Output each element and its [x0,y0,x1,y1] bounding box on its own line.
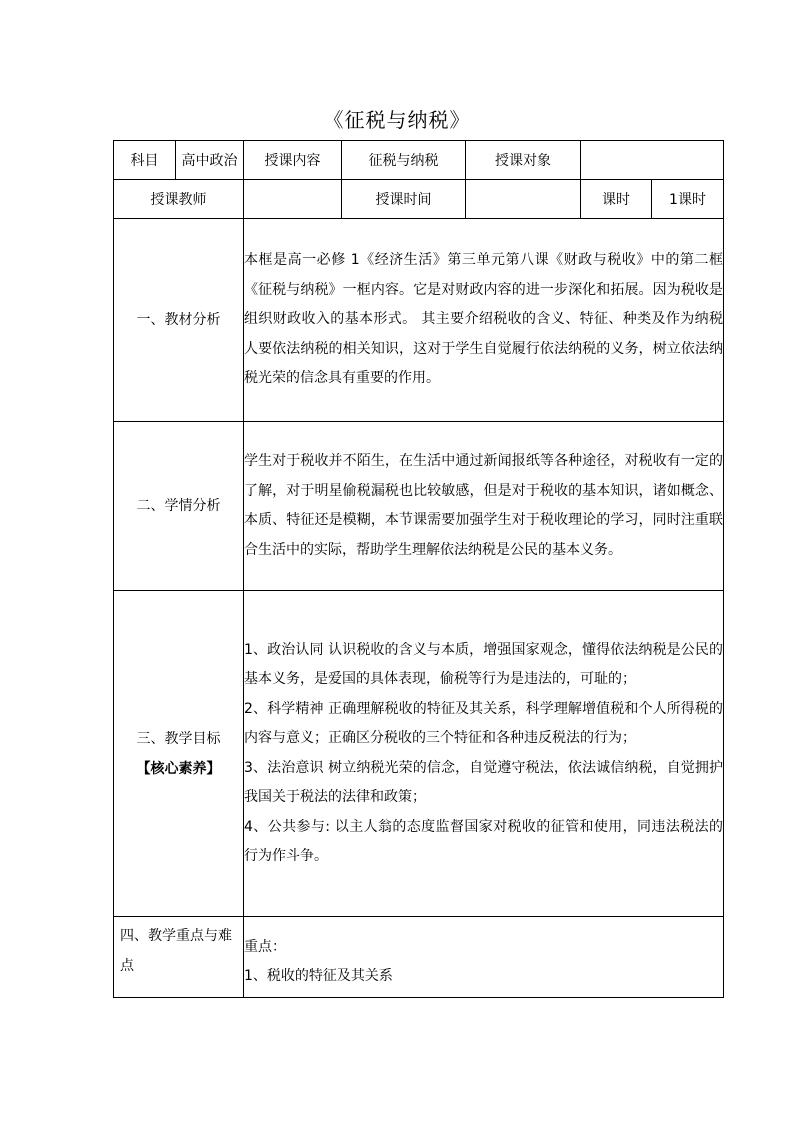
goal-item: 1、政治认同 认识税收的含义与本质，增强国家观念，懂得依法纳税是公民的基本义务，是爱国的具体表现，偷税等行为是违法的，可耻的； [244,641,723,687]
textbook-analysis-text: 本框是高一必修 1《经济生活》第三单元第八课《财政与税收》中的第二框《征税与纳税》一框内容。它是对财政内容的进一步深化和拓展。因为税收是组织财政收入的基本形式。 其主要介绍税收的含义、特征、种类及作为纳税人要依法纳税的相关知识，这对于学生自觉履行依法纳税的义务，树立依法纳税光荣的信念具有重要的作用。 [244,219,724,422]
hours-value: 1课时 [652,180,724,219]
header-row-1 [114,141,724,180]
time-label: 授课时间 [342,180,466,219]
teaching-goals-label-line2: 【核心素养】 [136,760,221,777]
teacher-label: 授课教师 [114,180,244,219]
section-teaching-goals [114,591,724,917]
goal-item: 3、法治意识 树立纳税光荣的信念，自觉遵守税法，依法诚信纳税，自觉拥护我国关于税法的法律和政策； [244,759,723,805]
goal-item: 4、公共参与: 以主人翁的态度监督国家对税收的征管和使用，同违法税法的行为作斗争。 [244,818,723,864]
teacher-value [244,180,342,219]
teaching-goals-label [114,591,244,917]
section-student-analysis [114,422,724,591]
audience-value [581,141,724,180]
header-row-2 [114,180,724,219]
teaching-goals-text [244,591,724,917]
subject-value: 高中政治 [176,141,244,180]
section-textbook-analysis [114,219,724,422]
section-key-points [114,917,724,998]
subject-label: 科目 [114,141,176,180]
lesson-plan-table [113,140,724,998]
key-points-label: 四、教学重点与难点 [114,917,244,998]
content-value: 征税与纳税 [342,141,466,180]
key-points-text [244,917,724,998]
audience-label: 授课对象 [466,141,581,180]
content-label: 授课内容 [244,141,342,180]
student-analysis-text: 学生对于税收并不陌生，在生活中通过新闻报纸等各种途径，对税收有一定的了解，对于明星偷税漏税也比较敏感，但是对于税收的基本知识，诸如概念、本质、特征还是模糊，本节课需要加强学生对于税收理论的学习，同时注重联合生活中的实际，帮助学生理解依法纳税是公民的基本义务。 [244,422,724,591]
textbook-analysis-label: 一、教材分析 [114,219,244,422]
teaching-goals-label-line1: 三、教学目标 [136,730,221,747]
key-points-heading: 重点： [244,938,286,955]
goal-item: 2、科学精神 正确理解税收的特征及其关系，科学理解增值税和个人所得税的内容与意义；正确区分税收的三个特征和各种违反税法的行为； [244,700,723,746]
time-value [466,180,581,219]
student-analysis-label: 二、学情分析 [114,422,244,591]
document-title: 《征税与纳税》 [323,108,471,132]
key-point-item: 1、税收的特征及其关系 [244,968,393,984]
hours-label: 课时 [581,180,652,219]
